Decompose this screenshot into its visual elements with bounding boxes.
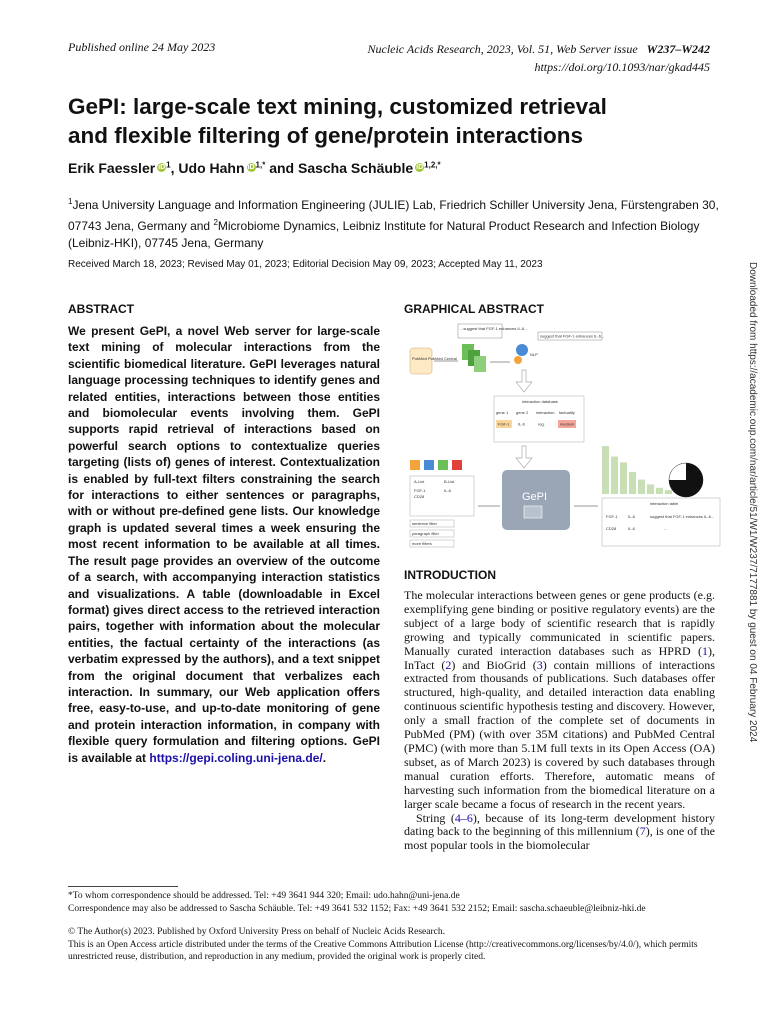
result-cell: CD28 [606, 526, 617, 531]
abstract-end: . [322, 750, 327, 765]
correspondence-note: Correspondence may also be addressed to Sascha Schäuble. Tel: +49 3641 532 1152; Fax: +49 3641 532 2152; Email: sascha.schaeuble@leibniz-hki.de [68, 904, 646, 914]
affil-text: Jena University Language and Information Engineering (JULIE) Lab, Friedrich Schiller University Jena, Fürstengraben 30, 07743 Jena, Germany and [68, 198, 719, 233]
database-icon [410, 348, 432, 374]
blist-label: B-List [444, 479, 455, 484]
bar [602, 446, 609, 494]
orcid-icon[interactable]: iD [247, 164, 255, 171]
intro-text: ), is one of the most popular tools in the biomolecular [404, 824, 716, 853]
result-cell: IL-6 [628, 526, 635, 531]
alist-label: A-List [414, 479, 425, 484]
citation-link[interactable]: 1 [702, 643, 708, 658]
result-title: interaction table [650, 501, 679, 506]
author-affil-sup: 1 [166, 160, 171, 170]
nlp-gear-icon [514, 356, 522, 364]
download-watermark [748, 262, 758, 782]
submission-dates: Received March 18, 2023; Revised May 01, 2023; Editorial Decision May 09, 2023; Accepted May 11, 2023 [68, 259, 543, 270]
bar [629, 472, 636, 494]
affil-sup: 2 [213, 218, 218, 227]
author-name: Udo Hahn [178, 160, 245, 176]
intro-paragraph [404, 589, 715, 812]
db-cell-text: medium [560, 421, 575, 427]
author-affil-sup: 1,* [255, 160, 266, 170]
citation-link[interactable]: 7 [639, 824, 646, 839]
bar [647, 484, 654, 494]
citation-link[interactable]: 4–6 [454, 810, 473, 825]
result-cell: FGF-1 [606, 514, 618, 519]
intro-text: ) and BioGrid ( [451, 657, 537, 672]
user-icon [452, 460, 462, 470]
author-separator: , [170, 160, 179, 176]
filter-label: more filters [412, 541, 432, 546]
title-line-1: GePI: large-scale text mining, customized retrieval [68, 94, 607, 119]
result-cell: ... [664, 526, 668, 531]
sources-label: PubMed PubMed Central [412, 356, 457, 361]
nlp-label: NLP [530, 352, 538, 357]
db-col: factuality [559, 410, 575, 415]
gepi-box-label: GePI [522, 491, 548, 503]
bar-chart [602, 446, 672, 494]
db-col: interaction [536, 410, 555, 415]
bar [665, 490, 672, 494]
db-cell-text: FGF-1 [498, 421, 510, 427]
citation-link[interactable]: 3 [536, 657, 543, 672]
doi-link[interactable]: https://doi.org/10.1093/nar/gkad445 [534, 60, 710, 74]
affil-sup: 1 [68, 197, 73, 206]
bar [638, 480, 645, 494]
citation-link[interactable]: 2 [445, 657, 452, 672]
db-title: interaction database [522, 399, 559, 404]
author-separator: and [265, 160, 298, 176]
bar [656, 488, 663, 494]
bar [620, 462, 627, 494]
user-icon [410, 460, 420, 470]
author-list [68, 160, 441, 176]
db-col: gene 1 [496, 410, 509, 415]
nlp-gear-icon [516, 344, 528, 356]
abstract-heading: ABSTRACT [68, 302, 134, 316]
journal-citation: Nucleic Acids Research, 2023, Vol. 51, Web Server issue [367, 42, 638, 56]
db-cell-text: IL-6 [518, 421, 525, 427]
abstract-body [68, 323, 380, 766]
copyright-note: © The Author(s) 2023. Published by Oxford University Press on behalf of Nucleic Acids Research. [68, 927, 445, 937]
published-date: Published online 24 May 2023 [68, 40, 216, 54]
result-cell: suggest that FGF-1 enhances IL-6... [650, 514, 715, 519]
db-col: gene 2 [516, 410, 529, 415]
alist-item: CD28 [414, 494, 425, 499]
paper-title [68, 92, 728, 150]
filter-label: sentence filter [412, 521, 437, 526]
document-icon [524, 506, 542, 518]
result-cell: IL-6 [628, 514, 635, 519]
orcid-icon[interactable]: iD [416, 164, 424, 171]
snippet-text: ...suggest that FGF-1 enhances IL-6... [460, 326, 528, 331]
title-line-2: and flexible filtering of gene/protein interactions [68, 123, 584, 148]
orcid-icon[interactable]: iD [158, 164, 166, 171]
alist-item: FGF-1 [414, 488, 426, 493]
filter-label: paragraph filter [412, 531, 439, 536]
graphical-abstract-figure [404, 318, 724, 550]
intro-text: The molecular interactions between genes or gene products (e.g. exemplifying gene binding or positive regulatory events) are the subject of a large body of scientific research that is rapidly growing and typically communicated in scientific papers. Manually curated interaction databases such as HPRD ( [404, 588, 715, 658]
journal-header [367, 40, 710, 76]
intro-text: String ( [416, 810, 455, 825]
author-name: Erik Faessler [68, 160, 156, 176]
affiliations [68, 193, 728, 252]
introduction-body [404, 589, 715, 853]
down-arrow-icon [516, 370, 532, 392]
document-icon [474, 356, 486, 372]
gepi-link[interactable]: https://gepi.coling.uni-jena.de/ [149, 750, 323, 765]
snippet-text: suggest that FGF-1 enhances IL-6... [540, 333, 605, 339]
graphical-abstract-heading: GRAPHICAL ABSTRACT [404, 302, 544, 316]
author-affil-sup: 1,2,* [424, 160, 441, 170]
author-name: Sascha Schäuble [297, 160, 414, 176]
db-cell-text: reg. [538, 421, 545, 427]
intro-text: ) contain millions of interactions extracted from thousands of publications. Such databases offer structured, high-quality, and detailed interaction data enabling continuous scientific hypothesis testing and discovery. However, only a small fraction of the complete set of documents in PubMed (PM) (with over 35M citations) and PubMed Central (PMC) (with more than 5.1M full texts in its Open Access (OA) subset, as of March 2023) is covered by such databases through manual curation efforts. Therefore, automatic means of harvesting such information from the biomedical literature on a larger scale became a focus of research in the recent years. [404, 657, 715, 811]
abstract-text: We present GePI, a novel Web server for large-scale text mining of molecular interactions from the scientific biomedical literature. GePI leverages natural language processing techniques to identify genes and related entities, interactions between those entities and biomolecular events involving them. GePI supports rapid retrieval of interactions based on powerful search options to contextualize queries targeting (lists of) genes of interest. Contextualization is enabled by full-text filters constraining the search for interactions to either sentences or paragraphs, with or without pre-defined gene lists. Our knowledge graph is updated several times a week ensuring the most recent information to be available at all times. The result page provides an overview of the outcome of a search, with accompanying interaction statistics and visualizations. A table (downloadable in Excel format) gives direct access to the retrieved interaction pairs, together with information about the molecular entities, the factual certainty of the interactions (as verbatim expressed by the authors), and a text snippet from the original document that verbalizes each interaction. In summary, our Web application offers free, easy-to-use, and up-to-date monitoring of gene and protein interaction information, in company with flexible query formulation and filtering options. GePI is available at [68, 324, 380, 765]
license-note: This is an Open Access article distributed under the terms of the Creative Commons Attribution License (http://creativecommons.org/licenses/by/4.0/), which permits unrestricted reuse, distribution, and reproduction in any medium, provided the original work is properly cited. [68, 940, 698, 962]
user-icon [438, 460, 448, 470]
page-range: W237–W242 [646, 42, 710, 56]
download-note: Downloaded from https://academic.oup.com/nar/article/51/W1/W237/7177881 by guest on 04 February 2024 [747, 262, 758, 743]
graphical-abstract [404, 318, 724, 550]
intro-paragraph [404, 812, 715, 854]
affil-text: Microbiome Dynamics, Leibniz Institute for Natural Product Research and Infection Biology (Leibniz-HKI), 07745 Jena, Germany [68, 219, 700, 250]
correspondence-note: *To whom correspondence should be addressed. Tel: +49 3641 944 320; Email: udo.hahn@uni-jena.de [68, 891, 460, 901]
blist-item: IL-6 [444, 488, 451, 493]
intro-text: ), InTact ( [404, 643, 715, 672]
bar [611, 457, 618, 494]
introduction-heading: INTRODUCTION [404, 568, 496, 582]
user-icon [424, 460, 434, 470]
down-arrow-icon [516, 446, 532, 468]
intro-text: ), because of its long-term development history dating back to the beginning of this millennium ( [404, 810, 715, 839]
footnote-rule [68, 886, 178, 887]
